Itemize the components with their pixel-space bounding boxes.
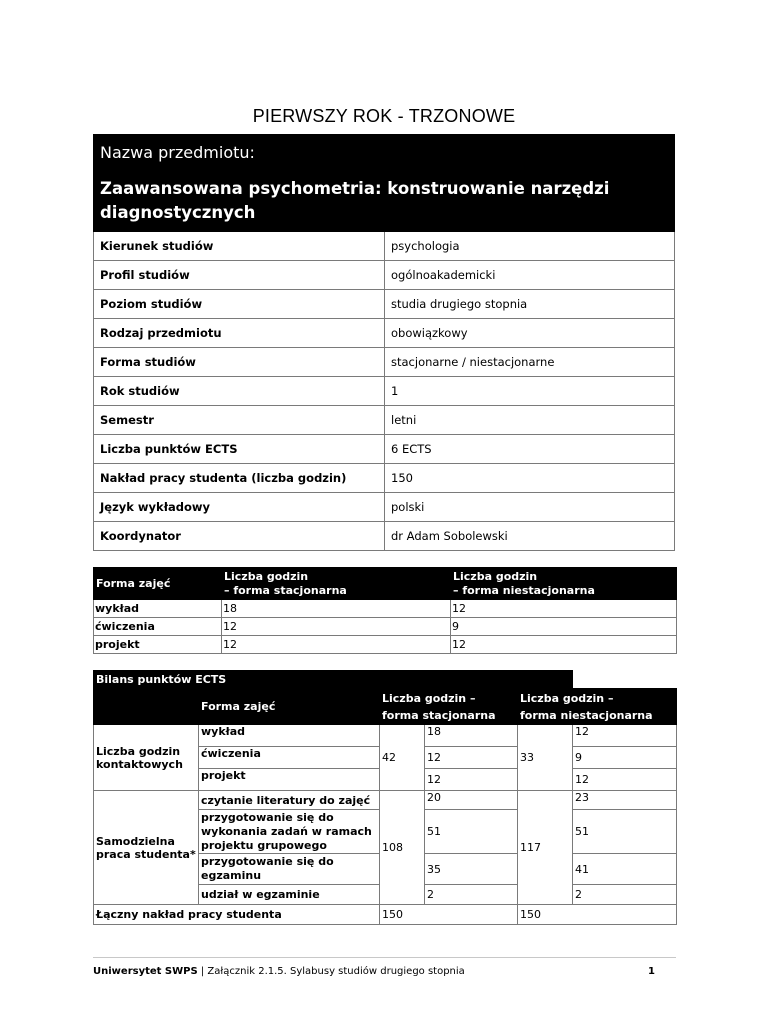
samodzielna-item-niestac: 2 xyxy=(573,885,677,905)
info-key: Semestr xyxy=(94,406,385,435)
info-value: obowiązkowy xyxy=(385,319,675,348)
bilans-header-niestac: Liczba godzin – forma niestacjonarna xyxy=(518,689,677,725)
samodzielna-item-stac: 51 xyxy=(425,810,518,854)
bilans-header-stac: Liczba godzin – forma stacjonarna xyxy=(380,689,518,725)
samodzielna-item-niestac: 51 xyxy=(573,810,677,854)
info-key: Rodzaj przedmiotu xyxy=(94,319,385,348)
footer-divider xyxy=(93,957,676,958)
forma-niestac: 12 xyxy=(451,600,677,618)
table-row xyxy=(94,636,677,654)
info-value: psychologia xyxy=(385,232,675,261)
bilans-header-forma: Forma zajęć xyxy=(199,689,380,725)
forma-name: ćwiczenia xyxy=(94,618,222,636)
info-row xyxy=(94,261,675,290)
kontakt-total-stac: 42 xyxy=(380,725,425,791)
info-row xyxy=(94,464,675,493)
forma-name: wykład xyxy=(94,600,222,618)
info-row xyxy=(94,406,675,435)
forma-name: projekt xyxy=(94,636,222,654)
info-value: ogólnoakademicki xyxy=(385,261,675,290)
forma-stac: 12 xyxy=(222,636,451,654)
course-title: Zaawansowana psychometria: konstruowanie narzędzi diagnostycznych xyxy=(94,171,675,232)
kontakt-item-niestac: 12 xyxy=(573,769,677,791)
footer-separator: | xyxy=(197,966,208,977)
samodzielna-item-stac: 2 xyxy=(425,885,518,905)
info-value: 150 xyxy=(385,464,675,493)
forma-stac: 12 xyxy=(222,618,451,636)
info-key: Nakład pracy studenta (liczba godzin) xyxy=(94,464,385,493)
header-niestacjonarna: Liczba godzin – forma niestacjonarna xyxy=(451,568,677,600)
info-row xyxy=(94,290,675,319)
kontakt-item-niestac: 12 xyxy=(573,725,677,747)
footer-text: Załącznik 2.1.5. Sylabusy studiów drugiego stopnia xyxy=(207,966,465,977)
forma-stac: 18 xyxy=(222,600,451,618)
page-heading: PIERWSZY ROK - TRZONOWE xyxy=(252,106,516,126)
kontakt-item-stac: 12 xyxy=(425,769,518,791)
info-value: dr Adam Sobolewski xyxy=(385,522,675,551)
page-number: 1 xyxy=(648,966,655,977)
samodzielna-item-name: przygotowanie się do egzaminu xyxy=(199,854,380,885)
kontakt-label: Liczba godzin kontaktowych xyxy=(94,725,199,791)
info-value: polski xyxy=(385,493,675,522)
bilans-header-blank xyxy=(94,689,199,725)
course-name-label: Nazwa przedmiotu: xyxy=(94,135,675,171)
kontakt-item-name: wykład xyxy=(199,725,380,747)
info-key: Profil studiów xyxy=(94,261,385,290)
info-row xyxy=(94,377,675,406)
samodzielna-item-niestac: 23 xyxy=(573,791,677,810)
footer-org: Uniwersytet SWPS xyxy=(93,966,198,977)
kontakt-item-stac: 12 xyxy=(425,747,518,769)
samodzielna-item-name: udział w egzaminie xyxy=(199,885,380,905)
info-key: Rok studiów xyxy=(94,377,385,406)
info-row xyxy=(94,522,675,551)
footer xyxy=(93,966,653,977)
samodzielna-item-stac: 35 xyxy=(425,854,518,885)
info-row xyxy=(94,348,675,377)
info-row xyxy=(94,232,675,261)
course-info-table xyxy=(93,134,675,551)
samodzielna-item-niestac: 41 xyxy=(573,854,677,885)
samodzielna-item-name: czytanie literatury do zajęć xyxy=(199,791,380,810)
info-key: Język wykładowy xyxy=(94,493,385,522)
samodzielna-item-stac: 20 xyxy=(425,791,518,810)
forma-niestac: 12 xyxy=(451,636,677,654)
bilans-title: Bilans punktów ECTS xyxy=(94,671,573,689)
forma-niestac: 9 xyxy=(451,618,677,636)
info-value: studia drugiego stopnia xyxy=(385,290,675,319)
table-row xyxy=(94,600,677,618)
info-row xyxy=(94,493,675,522)
samodzielna-item-name: przygotowanie się do wykonania zadań w ramach projektu grupowego xyxy=(199,810,380,854)
info-value: 6 ECTS xyxy=(385,435,675,464)
kontakt-item-name: ćwiczenia xyxy=(199,747,380,769)
kontakt-item-name: projekt xyxy=(199,769,380,791)
kontakt-item-niestac: 9 xyxy=(573,747,677,769)
info-key: Kierunek studiów xyxy=(94,232,385,261)
ects-balance-table xyxy=(93,670,677,925)
total-label: Łączny nakład pracy studenta xyxy=(94,905,380,925)
header-forma: Forma zajęć xyxy=(94,568,222,600)
total-niestac: 150 xyxy=(518,905,677,925)
info-key: Forma studiów xyxy=(94,348,385,377)
header-stacjonarna: Liczba godzin – forma stacjonarna xyxy=(222,568,451,600)
info-row xyxy=(94,435,675,464)
class-forms-table xyxy=(93,567,677,654)
samodzielna-total-stac: 108 xyxy=(380,791,425,905)
info-row xyxy=(94,319,675,348)
kontakt-total-niestac: 33 xyxy=(518,725,573,791)
info-value: stacjonarne / niestacjonarne xyxy=(385,348,675,377)
info-key: Poziom studiów xyxy=(94,290,385,319)
info-value: letni xyxy=(385,406,675,435)
kontakt-item-stac: 18 xyxy=(425,725,518,747)
samodzielna-label: Samodzielna praca studenta* xyxy=(94,791,199,905)
samodzielna-total-niestac: 117 xyxy=(518,791,573,905)
total-stac: 150 xyxy=(380,905,518,925)
info-key: Liczba punktów ECTS xyxy=(94,435,385,464)
info-key: Koordynator xyxy=(94,522,385,551)
info-value: 1 xyxy=(385,377,675,406)
table-row xyxy=(94,618,677,636)
